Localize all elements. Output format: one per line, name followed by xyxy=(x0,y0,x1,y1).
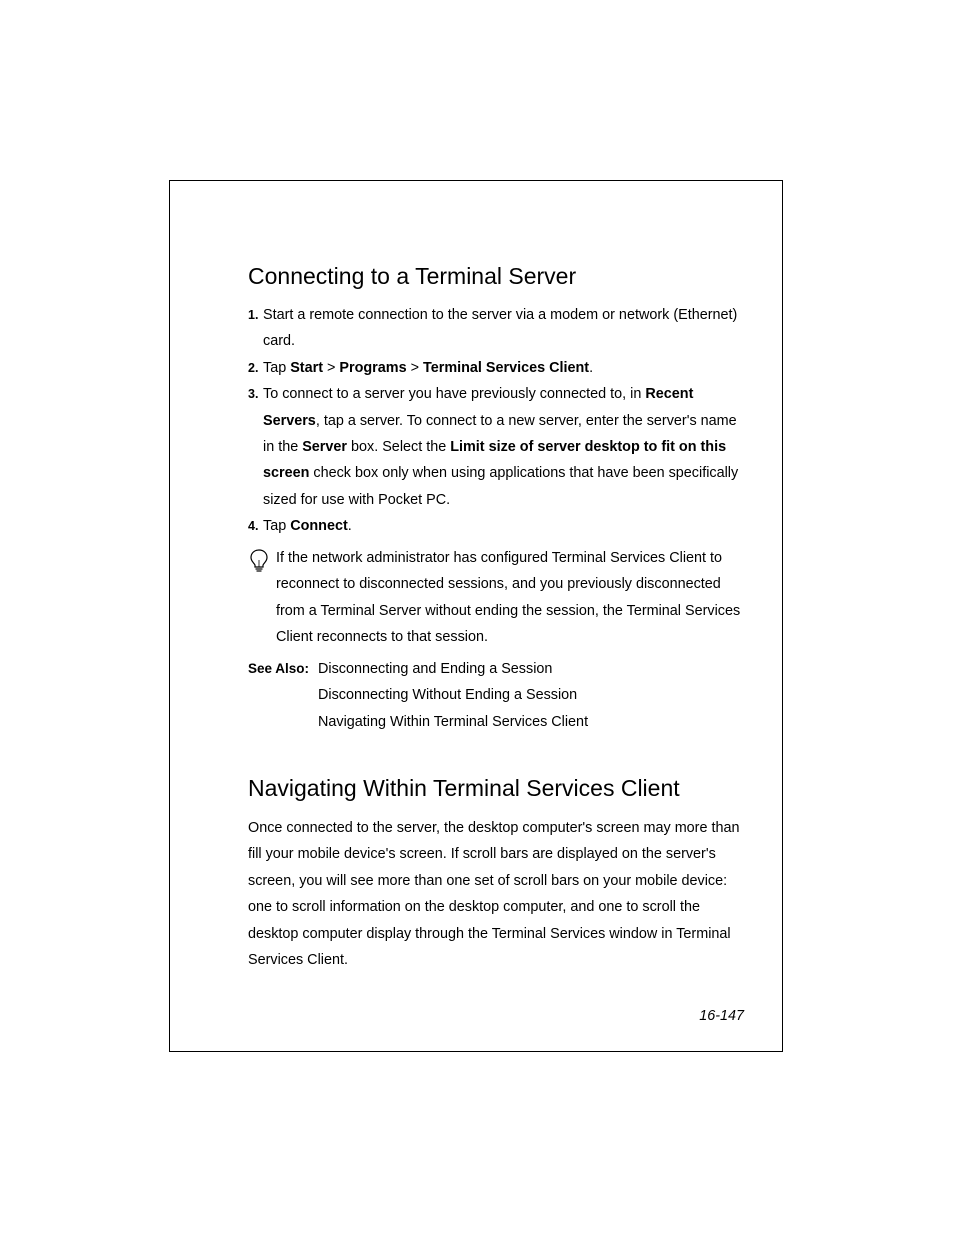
section1-container xyxy=(248,262,748,290)
page-number: 16-147 xyxy=(699,1008,744,1024)
step-text: To connect to a server you have previously connected to, in xyxy=(263,386,646,403)
see-also-links xyxy=(318,656,748,735)
section2-container xyxy=(248,774,748,802)
step-text: Tap xyxy=(263,359,291,376)
path-separator: > xyxy=(323,359,340,376)
step-text: . xyxy=(347,518,352,535)
tip-note xyxy=(248,545,748,651)
step-text: . xyxy=(589,359,594,376)
step-number: 2. xyxy=(248,360,259,375)
section-title-navigating: Navigating Within Terminal Services Client xyxy=(248,775,680,801)
tip-text: If the network administrator has configured Terminal Services Client to reconnect to disconnected sessions, and you previously disconnected from a Terminal Server without ending the session, the Terminal Services Client reconnects to that session. xyxy=(276,550,741,646)
recent-servers-label: Recent Servers xyxy=(263,386,694,429)
step-1 xyxy=(248,302,748,355)
tip-block xyxy=(248,545,748,651)
lightbulb-icon xyxy=(248,548,270,574)
step-4 xyxy=(248,513,748,539)
see-also-link-navigating[interactable]: Navigating Within Terminal Services Client xyxy=(318,713,589,730)
step-number: 1. xyxy=(248,308,259,322)
see-also-block xyxy=(248,656,748,735)
step-2 xyxy=(248,355,748,381)
server-box-label: Server xyxy=(302,439,348,456)
steps-list xyxy=(248,302,748,540)
step-text: box. Select the xyxy=(347,439,451,456)
see-also xyxy=(248,656,748,735)
menu-path-terminal-services-client: Terminal Services Client xyxy=(423,359,590,376)
see-also-link-disconnecting-ending[interactable]: Disconnecting and Ending a Session xyxy=(318,661,553,677)
step-number: 4. xyxy=(248,519,259,534)
see-also-label: See Also: xyxy=(248,661,310,676)
limit-size-checkbox-label: Limit size of server desktop to fit on this screen xyxy=(263,439,727,482)
menu-path-programs: Programs xyxy=(339,359,407,376)
see-also-link-disconnecting-without-ending[interactable]: Disconnecting Without Ending a Session xyxy=(318,687,578,704)
connect-label: Connect xyxy=(290,518,348,535)
section2-body xyxy=(248,815,748,973)
step-text: Start a remote connection to the server via a modem or network (Ethernet) card. xyxy=(263,307,738,350)
section-title-connecting: Connecting to a Terminal Server xyxy=(248,263,577,289)
section2-paragraph: Once connected to the server, the desktop computer's screen may more than fill your mobile device's screen. If scroll bars are displayed on the server's screen, you will see more than one set of scroll bars on your mobile device: one to scroll information on the desktop computer, and one to scroll the desktop computer display through the Terminal Services window in Terminal Services Client. xyxy=(248,820,740,969)
menu-path-start: Start xyxy=(290,359,323,376)
step-number: 3. xyxy=(248,387,259,402)
step-text: Tap xyxy=(263,518,291,535)
step-3 xyxy=(248,381,748,513)
step-text: check box only when using applications that have been specifically sized for use with Pocket PC. xyxy=(263,465,739,508)
step-text: , tap a server. To connect to a new server, enter the server's name in the xyxy=(263,412,737,456)
path-separator: > xyxy=(406,359,423,376)
